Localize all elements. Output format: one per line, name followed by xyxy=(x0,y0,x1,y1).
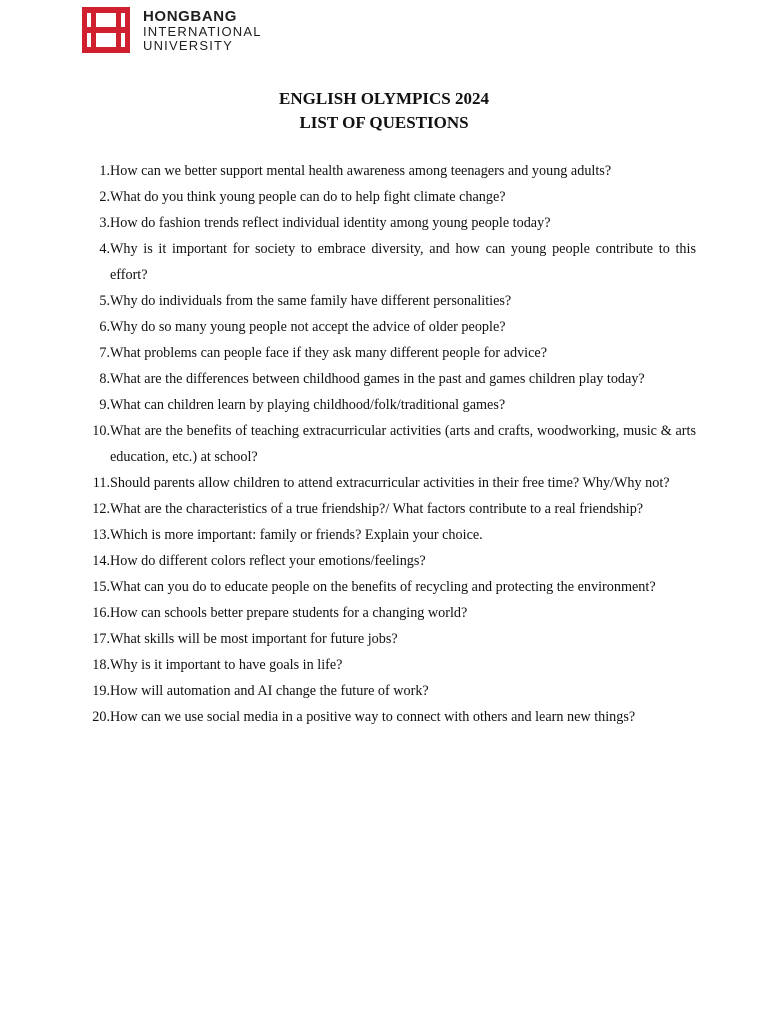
question-number: 18. xyxy=(92,657,110,673)
question-item xyxy=(84,496,696,522)
question-text: What are the characteristics of a true friendship?/ What factors contribute to a real friendship? xyxy=(110,501,644,517)
question-text: Why do individuals from the same family have different personalities? xyxy=(110,293,512,309)
question-list xyxy=(84,158,696,730)
question-number: 4. xyxy=(99,241,110,257)
question-item xyxy=(84,678,696,704)
question-number: 15. xyxy=(92,579,110,595)
university-name-line3: UNIVERSITY xyxy=(143,37,234,53)
question-item xyxy=(84,288,696,314)
question-item xyxy=(84,236,696,288)
question-number: 1. xyxy=(99,163,110,179)
question-text: How do different colors reflect your emotions/feelings? xyxy=(110,553,426,569)
question-item xyxy=(84,314,696,340)
question-number: 6. xyxy=(99,319,110,335)
question-number: 10. xyxy=(92,423,110,439)
university-name xyxy=(143,8,262,53)
question-item xyxy=(84,626,696,652)
document-title xyxy=(0,87,768,135)
question-number: 11. xyxy=(92,475,110,491)
question-item xyxy=(84,574,696,600)
question-number: 5. xyxy=(99,293,110,309)
question-text: Should parents allow children to attend extracurricular activities in their free time? Why/Why not? xyxy=(110,475,670,491)
title-line1: ENGLISH OLYMPICS 2024 xyxy=(278,89,490,108)
question-text: Which is more important: family or friends? Explain your choice. xyxy=(110,527,483,543)
university-name-line1: HONGBANG xyxy=(143,7,237,25)
question-item xyxy=(84,704,696,730)
question-number: 13. xyxy=(92,527,110,543)
question-text: How can schools better prepare students for a changing world? xyxy=(110,605,468,621)
question-number: 17. xyxy=(92,631,110,647)
question-text: What are the differences between childhood games in the past and games children play today? xyxy=(110,371,645,387)
question-number: 8. xyxy=(99,371,110,387)
question-number: 16. xyxy=(92,605,110,621)
question-text: Why do so many young people not accept the advice of older people? xyxy=(110,319,506,335)
university-logo-icon xyxy=(82,7,130,53)
question-number: 3. xyxy=(99,215,110,231)
question-text: What can you do to educate people on the benefits of recycling and protecting the environment? xyxy=(110,579,656,595)
title-line2: LIST OF QUESTIONS xyxy=(299,113,469,132)
question-number: 9. xyxy=(99,397,110,413)
question-item xyxy=(84,210,696,236)
question-item xyxy=(84,522,696,548)
question-item xyxy=(84,340,696,366)
question-text: What can children learn by playing childhood/folk/traditional games? xyxy=(110,397,506,413)
question-text: How will automation and AI change the future of work? xyxy=(110,683,429,699)
question-text: Why is it important for society to embrace diversity, and how can young people contribute to this effort? xyxy=(110,241,696,283)
question-item xyxy=(84,418,696,470)
question-text: How do fashion trends reflect individual identity among young people today? xyxy=(110,215,551,231)
question-text: How can we use social media in a positive way to connect with others and learn new things? xyxy=(110,709,636,725)
question-number: 12. xyxy=(92,501,110,517)
question-number: 20. xyxy=(92,709,110,725)
question-text: What skills will be most important for future jobs? xyxy=(110,631,398,647)
question-number: 2. xyxy=(99,189,110,205)
question-text: What are the benefits of teaching extracurricular activities (arts and crafts, woodworking, music & arts education, etc.) at school? xyxy=(110,423,696,465)
question-item xyxy=(84,548,696,574)
university-name-line2: INTERNATIONAL xyxy=(143,23,262,39)
question-number: 7. xyxy=(99,345,110,361)
question-text: How can we better support mental health awareness among teenagers and young adults? xyxy=(110,163,612,179)
question-item xyxy=(84,600,696,626)
question-item xyxy=(84,366,696,392)
question-text: What problems can people face if they ask many different people for advice? xyxy=(110,345,547,361)
question-item xyxy=(84,470,696,496)
question-number: 19. xyxy=(92,683,110,699)
question-item xyxy=(84,652,696,678)
question-text: Why is it important to have goals in life? xyxy=(110,657,343,673)
question-item xyxy=(84,392,696,418)
university-header xyxy=(82,7,262,53)
question-text: What do you think young people can do to help fight climate change? xyxy=(110,189,506,205)
question-item xyxy=(84,158,696,184)
question-item xyxy=(84,184,696,210)
question-number: 14. xyxy=(92,553,110,569)
